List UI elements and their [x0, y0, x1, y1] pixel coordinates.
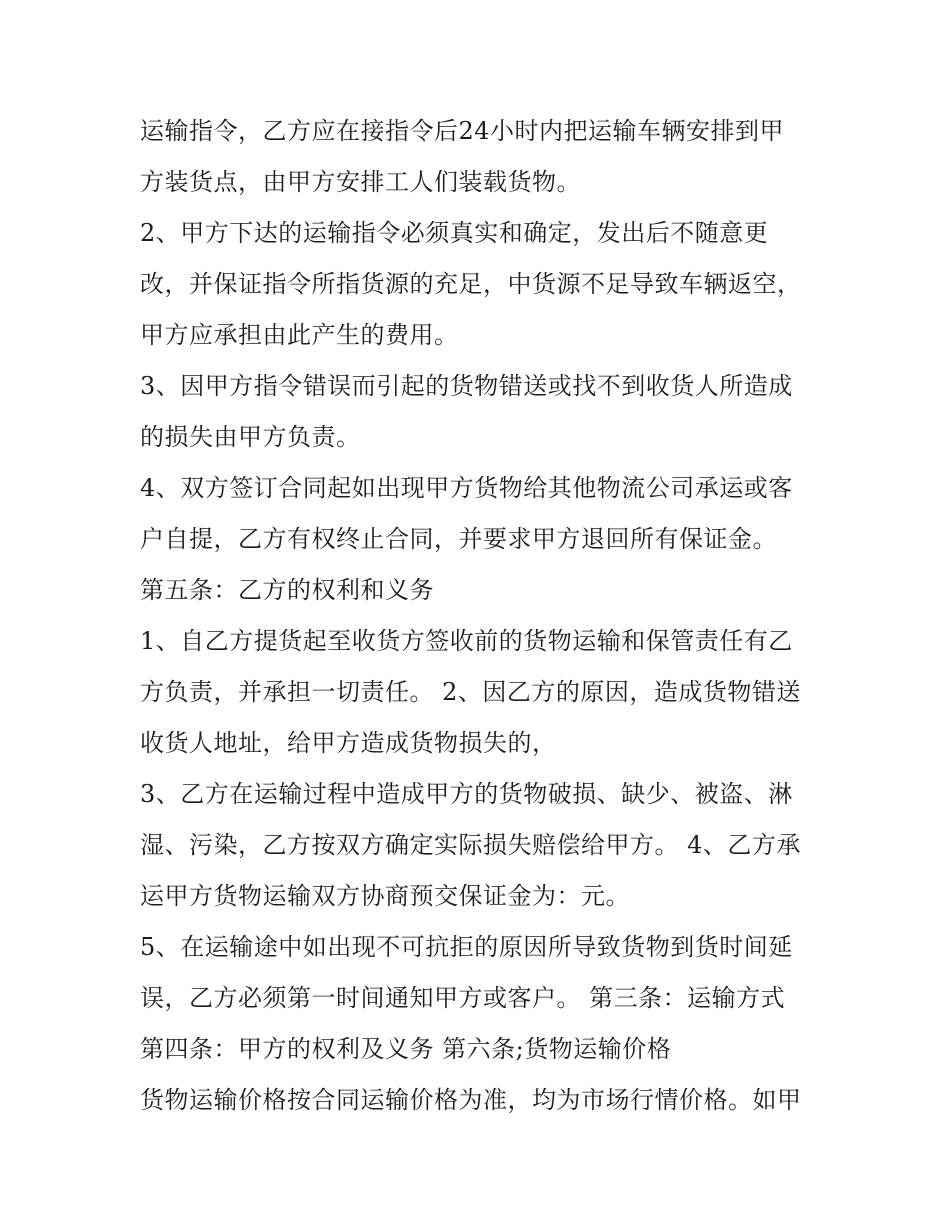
text-line: 甲方应承担由此产生的费用。	[140, 321, 459, 349]
text-line: 第四条：甲方的权利及义务 第六条;货物运输价格	[140, 1035, 672, 1063]
section-heading: 第五条：乙方的权利和义务	[140, 576, 434, 604]
text-line: 误，乙方必须第一时间通知甲方或客户。 第三条：运输方式	[140, 984, 786, 1012]
text-line: 户自提，乙方有权终止合同，并要求甲方退回所有保证金。	[140, 525, 777, 553]
text-line: 1、自乙方提货起至收货方签收前的货物运输和保管责任有乙	[140, 627, 793, 655]
text-line: 3、乙方在运输过程中造成甲方的货物破损、缺少、被盗、淋	[140, 780, 793, 808]
text-line: 改，并保证指令所指货源的充足，中货源不足导致车辆返空，	[140, 270, 802, 298]
text-line: 货物运输价格按合同运输价格为准，均为市场行情价格。如甲	[140, 1086, 802, 1114]
text-line: 方负责，并承担一切责任。 2、因乙方的原因，造成货物错送	[140, 678, 801, 706]
text-line: 5、在运输途中如出现不可抗拒的原因所导致货物到货时间延	[140, 933, 793, 961]
text-line: 的损失由甲方负责。	[140, 423, 361, 451]
text-line: 2、甲方下达的运输指令必须真实和确定，发出后不随意更	[140, 219, 769, 247]
text-line: 4、双方签订合同起如出现甲方货物给其他物流公司承运或客	[140, 474, 793, 502]
text-line: 湿、污染，乙方按双方确定实际损失赔偿给甲方。 4、乙方承	[140, 831, 801, 859]
text-line: 方装货点，由甲方安排工人们装载货物。	[140, 168, 581, 196]
text-line: 3、因甲方指令错误而引起的货物错送或找不到收货人所造成	[140, 372, 793, 400]
text-line: 运甲方货物运输双方协商预交保证金为：元。	[140, 882, 630, 910]
text-line: 运输指令，乙方应在接指令后24小时内把运输车辆安排到甲	[140, 117, 785, 145]
text-line: 收货人地址，给甲方造成货物损失的，	[140, 729, 557, 757]
